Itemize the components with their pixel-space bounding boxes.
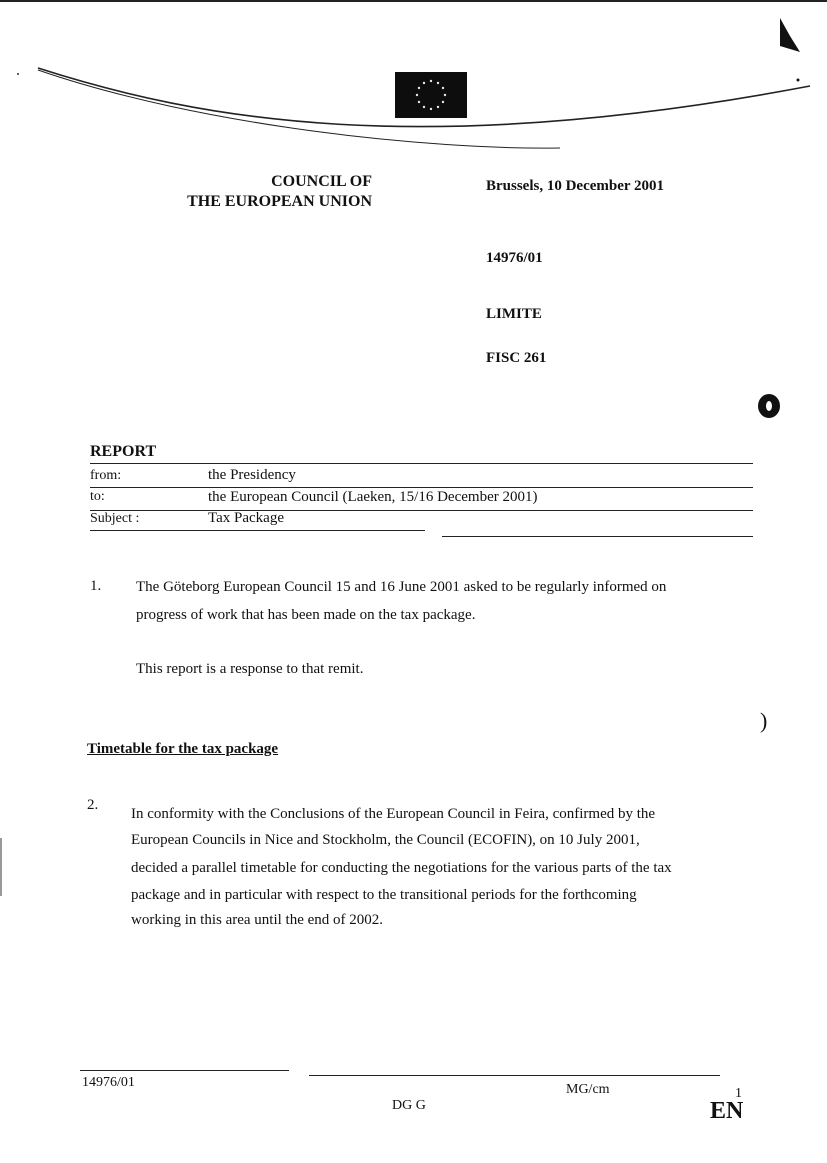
footer-page-number: 1 [735, 1086, 742, 1101]
rule-under-from [90, 487, 753, 488]
paragraph-1-line-2: progress of work that has been made on the tax package. [136, 607, 476, 623]
subject-label: Subject : [90, 511, 140, 526]
document-number: 14976/01 [486, 250, 543, 266]
council-line-2: THE EUROPEAN UNION [187, 193, 372, 210]
from-label: from: [90, 468, 122, 483]
footer-rule-right [309, 1075, 720, 1076]
rule-under-to [90, 510, 753, 511]
to-label: to: [90, 489, 105, 504]
scan-mark-right: ) [760, 708, 768, 733]
section-title: Timetable for the tax package [87, 741, 279, 757]
paragraph-1b: This report is a response to that remit. [136, 661, 364, 677]
footer-language: EN [710, 1098, 744, 1124]
report-title: REPORT [90, 443, 157, 460]
from-value: the Presidency [208, 467, 296, 483]
file-code: FISC 261 [486, 350, 547, 366]
paragraph-2-line-4: package and in particular with respect to the transitional periods for the forthcoming [131, 887, 637, 903]
rule-under-subject-left [90, 530, 425, 531]
place-date: Brussels, 10 December 2001 [486, 178, 665, 194]
footer-initials: MG/cm [566, 1082, 610, 1097]
punch-hole-mark [758, 394, 780, 418]
rule-under-subject-right [442, 536, 753, 537]
eu-flag-logo [395, 72, 467, 118]
rule-under-title [90, 463, 753, 464]
footer-rule-left [80, 1070, 289, 1071]
classification: LIMITE [486, 306, 542, 322]
to-value: the European Council (Laeken, 15/16 December 2001) [208, 489, 538, 505]
footer-doc-number: 14976/01 [82, 1075, 135, 1090]
paragraph-1-number: 1. [90, 578, 102, 594]
council-line-1: COUNCIL OF [271, 173, 372, 190]
left-margin-mark [0, 838, 2, 896]
subject-value: Tax Package [208, 510, 284, 526]
paragraph-2-number: 2. [87, 797, 99, 813]
paragraph-2-line-5: working in this area until the end of 2002. [131, 912, 384, 928]
paragraph-2-line-1: In conformity with the Conclusions of the European Council in Feira, confirmed by the [131, 806, 656, 822]
paragraph-1-line-1: The Göteborg European Council 15 and 16 June 2001 asked to be regularly informed on [136, 579, 667, 595]
paragraph-2-line-2: European Councils in Nice and Stockholm, the Council (ECOFIN), on 10 July 2001, [131, 832, 640, 848]
paragraph-2-line-3: decided a parallel timetable for conducting the negotiations for the various parts of the tax [131, 860, 672, 876]
issuing-body [150, 172, 372, 212]
footer-dg: DG G [392, 1098, 426, 1113]
